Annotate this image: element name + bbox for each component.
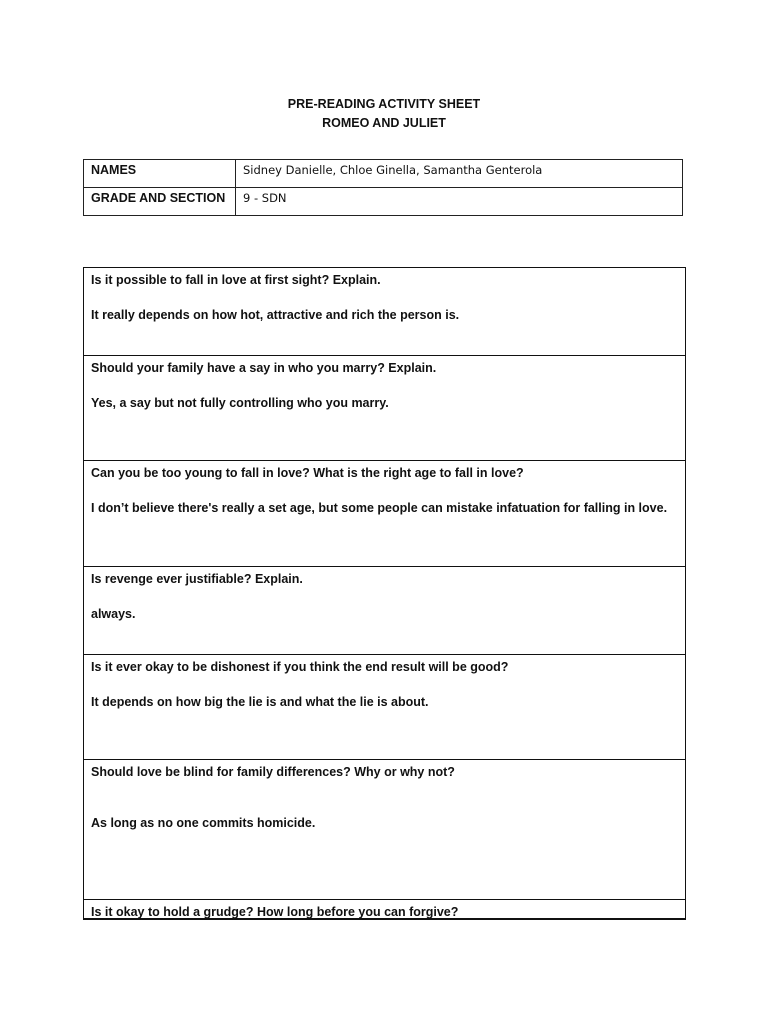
answer-2: Yes, a say but not fully controlling who you marry. <box>91 396 389 410</box>
title-line-1: PRE-READING ACTIVITY SHEET <box>287 97 481 111</box>
names-label: NAMES <box>84 160 236 188</box>
question-6: Should love be blind for family differences? Why or why not? <box>91 765 455 779</box>
questions-table <box>83 267 686 920</box>
answer-3: I don’t believe there's really a set age, but some people can mistake infatuation for falling in love. <box>91 501 668 515</box>
answer-4: always. <box>91 607 136 621</box>
question-row-6 <box>84 760 685 900</box>
answer-6: As long as no one commits homicide. <box>91 816 316 830</box>
student-info-table <box>83 159 683 216</box>
question-3: Can you be too young to fall in love? What is the right age to fall in love? <box>91 466 524 480</box>
question-row-7 <box>84 900 685 918</box>
question-row-2 <box>84 356 685 461</box>
question-7: Is it okay to hold a grudge? How long before you can forgive? <box>91 905 459 918</box>
grade-label: GRADE AND SECTION <box>84 188 236 216</box>
question-row-3 <box>84 461 685 567</box>
names-value: Sidney Danielle, Chloe Ginella, Samantha Genterola <box>236 160 683 188</box>
question-row-5 <box>84 655 685 760</box>
question-5: Is it ever okay to be dishonest if you think the end result will be good? <box>91 660 509 674</box>
grade-row <box>84 188 683 216</box>
title-line-2: ROMEO AND JULIET <box>322 116 446 130</box>
answer-5: It depends on how big the lie is and what the lie is about. <box>91 695 429 709</box>
answer-1: It really depends on how hot, attractive and rich the person is. <box>91 308 460 322</box>
question-4: Is revenge ever justifiable? Explain. <box>91 572 303 586</box>
document-title <box>0 95 768 133</box>
question-row-1 <box>84 268 685 356</box>
question-row-4 <box>84 567 685 655</box>
grade-value: 9 - SDN <box>236 188 683 216</box>
question-1: Is it possible to fall in love at first sight? Explain. <box>91 273 381 287</box>
question-2: Should your family have a say in who you marry? Explain. <box>91 361 437 375</box>
names-row <box>84 160 683 188</box>
